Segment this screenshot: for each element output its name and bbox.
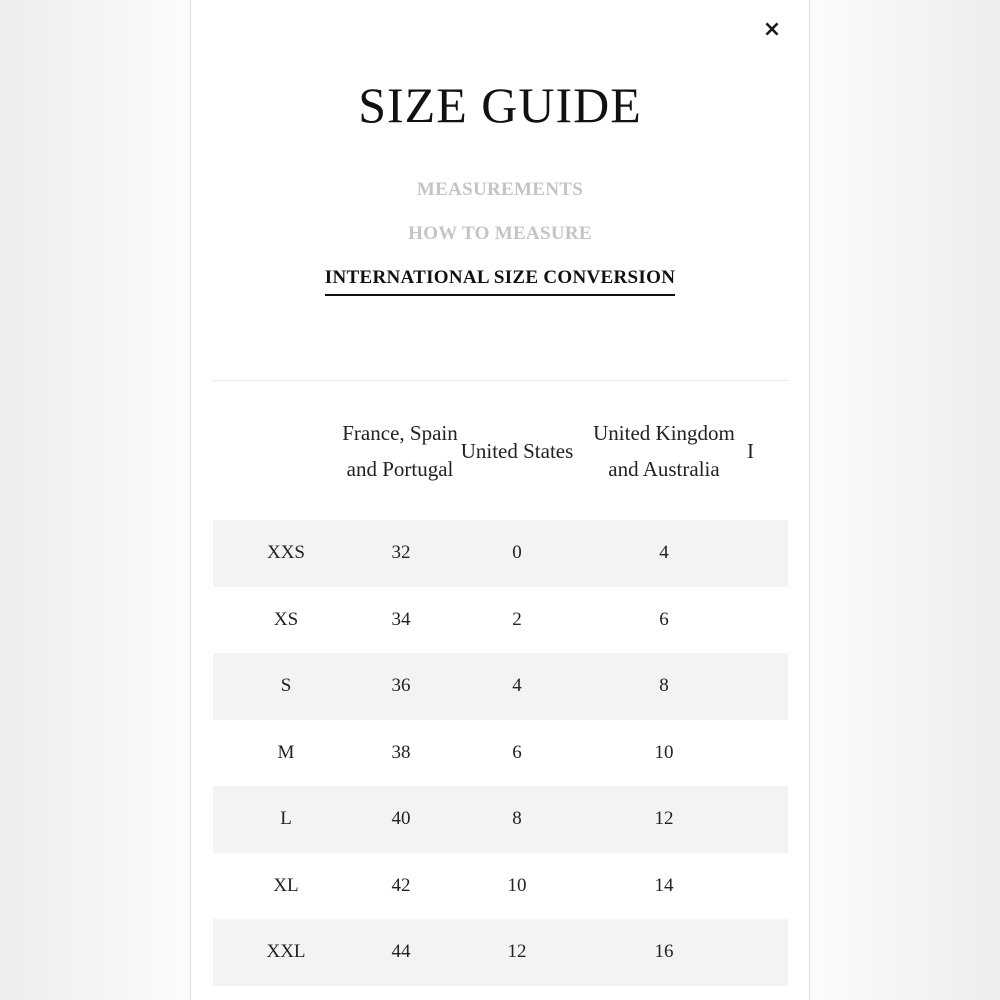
- table-row: [213, 919, 788, 986]
- cell-size: S: [213, 653, 359, 720]
- table-row: [213, 786, 788, 853]
- close-icon[interactable]: ×: [762, 16, 782, 42]
- cell-next: [737, 587, 788, 654]
- cell-us: 4: [443, 653, 591, 720]
- page-title: SIZE GUIDE: [358, 77, 642, 133]
- cell-size: XXS: [213, 520, 359, 587]
- cell-next: [737, 786, 788, 853]
- table-row: [213, 853, 788, 920]
- cell-next: [737, 520, 788, 587]
- cell-size: XS: [273, 608, 299, 630]
- cell-size: M: [277, 741, 295, 763]
- cell-size: XL: [273, 874, 299, 896]
- cell-uk: 6: [659, 608, 669, 630]
- header-next-column: I: [747, 438, 754, 463]
- size-conversion-table: [213, 381, 788, 986]
- cell-fr: 44: [359, 919, 443, 986]
- cell-uk: 8: [591, 653, 737, 720]
- cell-next: [737, 653, 788, 720]
- tab-how-to-measure[interactable]: HOW TO MEASURE: [408, 223, 592, 244]
- size-guide-modal: [190, 0, 810, 1000]
- table-row: [213, 720, 788, 787]
- tab-measurements[interactable]: MEASUREMENTS: [416, 179, 584, 200]
- cell-size: L: [213, 786, 359, 853]
- cell-us: 0: [443, 520, 591, 587]
- size-guide-tabs: [191, 176, 809, 296]
- cell-next: [737, 919, 788, 986]
- cell-next: [737, 853, 788, 920]
- cell-fr: 38: [391, 741, 411, 763]
- table-row: [213, 587, 788, 654]
- cell-fr: 40: [359, 786, 443, 853]
- cell-us: 12: [443, 919, 591, 986]
- cell-fr: 32: [359, 520, 443, 587]
- cell-size: XXL: [213, 919, 359, 986]
- size-conversion-table-scroll[interactable]: [213, 380, 788, 1000]
- cell-us: 2: [512, 608, 522, 630]
- header-united-kingdom-australia: United Kingdom and Australia: [593, 420, 735, 481]
- cell-uk: 10: [654, 741, 674, 763]
- header-france-spain-portugal: France, Spain and Portugal: [342, 420, 458, 481]
- cell-us: 8: [443, 786, 591, 853]
- cell-us: 10: [507, 874, 527, 896]
- cell-us: 6: [512, 741, 522, 763]
- tab-international-size-conversion[interactable]: INTERNATIONAL SIZE CONVERSION: [325, 264, 675, 296]
- table-row: [213, 520, 788, 587]
- cell-uk: 4: [591, 520, 737, 587]
- cell-fr: 42: [391, 874, 411, 896]
- cell-uk: 16: [591, 919, 737, 986]
- cell-fr: 36: [359, 653, 443, 720]
- table-row: [213, 653, 788, 720]
- cell-uk: 12: [591, 786, 737, 853]
- cell-fr: 34: [391, 608, 411, 630]
- header-united-states: United States: [460, 438, 574, 463]
- cell-uk: 14: [654, 874, 674, 896]
- table-header-row: [213, 381, 788, 520]
- cell-next: [737, 720, 788, 787]
